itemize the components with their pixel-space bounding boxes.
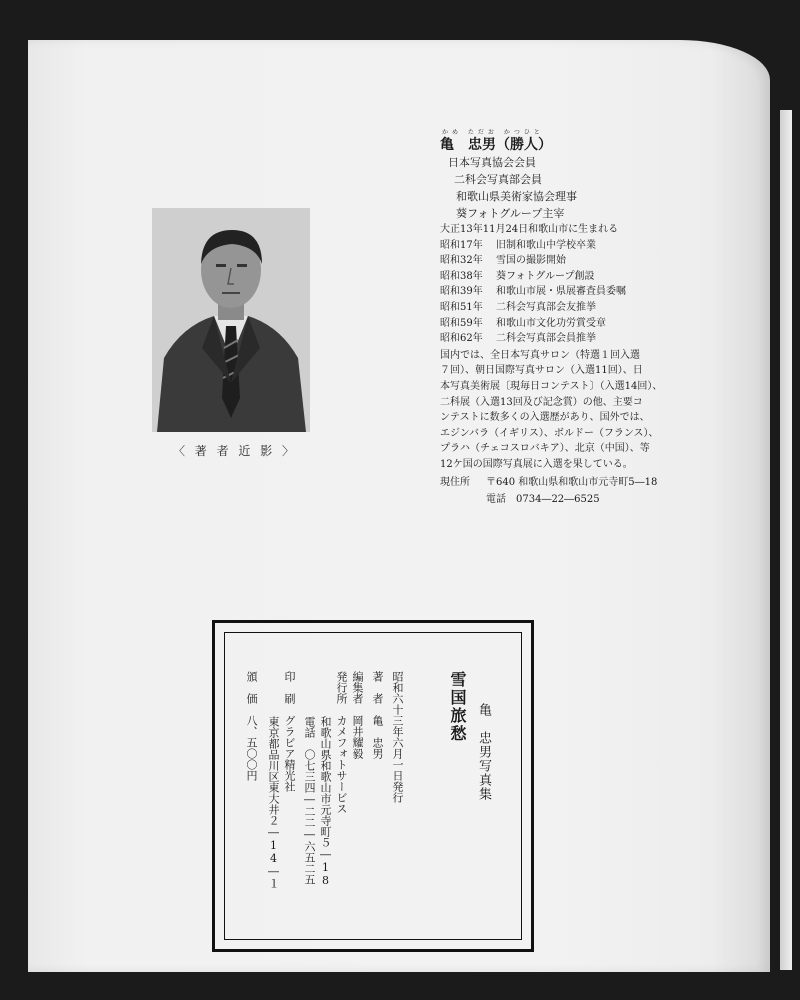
membership-item: 日本写真協会会員 xyxy=(448,156,536,169)
name-ruby: かめ ただお かつひと xyxy=(442,129,544,136)
chronology-era: 昭和51年 xyxy=(440,301,483,313)
page-edge xyxy=(780,110,792,970)
colophon-inner-frame xyxy=(224,632,522,940)
book-subtitle: 亀 忠男写真集 xyxy=(476,703,491,801)
colophon-box xyxy=(212,620,534,952)
chronology-row xyxy=(440,253,710,269)
publisher-line: 電話 〇七三四―二二―六五二五 xyxy=(303,716,316,885)
awards-line: 12ケ国の国際写真展に入選を果している。 xyxy=(440,458,633,470)
chronology-row xyxy=(440,300,710,316)
chronology-event: 和歌山市展・県展審査員委嘱 xyxy=(496,286,626,298)
awards-line: 本写真美術展〔現毎日コンテスト〕（入選14回）、 xyxy=(440,380,663,392)
price-line: 頒 価 八、五〇〇円 xyxy=(245,671,258,781)
publisher-line: 発行所 カメフォトサービス xyxy=(335,671,348,814)
book-title: 雪国旅愁 xyxy=(448,671,467,743)
address-value: 〒640 和歌山県和歌山市元寺町5―18 xyxy=(486,476,658,488)
awards-line: ７回）、朝日国際写真サロン（入選11回）、日 xyxy=(440,365,643,377)
author-name: 亀 忠男（勝人） xyxy=(440,137,552,153)
author-biography xyxy=(440,130,710,508)
awards-line: エジンバラ（イギリス）、ボルドー（フランス）、 xyxy=(440,427,659,439)
chronology-event: 二科会写真部会友推挙 xyxy=(496,301,596,313)
awards-paragraph xyxy=(440,348,710,473)
publication-date: 昭和六十三年六月一日発行 xyxy=(391,671,404,803)
chronology-event: 二科会写真部会員推挙 xyxy=(496,333,596,345)
chronology-event: 葵フォトグループ創設 xyxy=(496,270,595,282)
author-credit: 著 者 亀 忠男 xyxy=(371,671,384,759)
awards-line: ンテストに数多くの入選歴があり、国外では、 xyxy=(440,412,650,424)
chronology-era: 昭和38年 xyxy=(440,270,483,282)
chronology-row xyxy=(440,238,710,254)
chronology-row xyxy=(440,316,710,332)
chronology-event: 雪国の撮影開始 xyxy=(496,255,566,267)
chronology-row xyxy=(440,331,710,347)
address-label: 現住所 xyxy=(440,476,470,488)
chronology-era: 昭和59年 xyxy=(440,317,483,329)
chronology-row xyxy=(440,269,710,285)
phone-row xyxy=(440,492,710,508)
editor-credit: 編集者 岡井耀毅 xyxy=(351,671,364,759)
membership-item: 二科会写真部会員 xyxy=(454,173,542,186)
chronology-era: 昭和32年 xyxy=(440,255,483,267)
publisher-line: 和歌山県和歌山市元寺町５―18 xyxy=(319,716,332,887)
membership-item: 葵フォトグループ主宰 xyxy=(456,207,565,220)
chronology-event: 旧制和歌山中学校卒業 xyxy=(496,239,596,251)
chronology-era: 昭和17年 xyxy=(440,239,483,251)
photo-caption: 〈 著 者 近 影 〉 xyxy=(172,444,298,458)
printer-line: 東京都品川区東大井２―14―１ xyxy=(267,716,280,889)
chronology-era: 昭和39年 xyxy=(440,286,483,298)
printer-line: 印 刷 グラビア精光社 xyxy=(283,671,296,792)
author-portrait-photo xyxy=(152,208,310,432)
chronology-event: 和歌山市文化功労賞受章 xyxy=(496,317,606,329)
awards-line: 国内では、全日本写真サロン（特選１回入選 xyxy=(440,349,640,361)
awards-line: 二科展（入選13回及び記念賞）の他、主要コ xyxy=(440,396,643,408)
membership-item: 和歌山県美術家協会理事 xyxy=(456,190,577,203)
phone-value: 電話 0734―22―6525 xyxy=(486,494,600,506)
address-row xyxy=(440,475,710,491)
chronology-row xyxy=(440,284,710,300)
birth-line: 大正13年11月24日和歌山市に生まれる xyxy=(440,224,619,235)
awards-line: プラハ（チェコスロバキア）、北京（中国）、等 xyxy=(440,443,650,455)
chronology-era: 昭和62年 xyxy=(440,333,483,345)
